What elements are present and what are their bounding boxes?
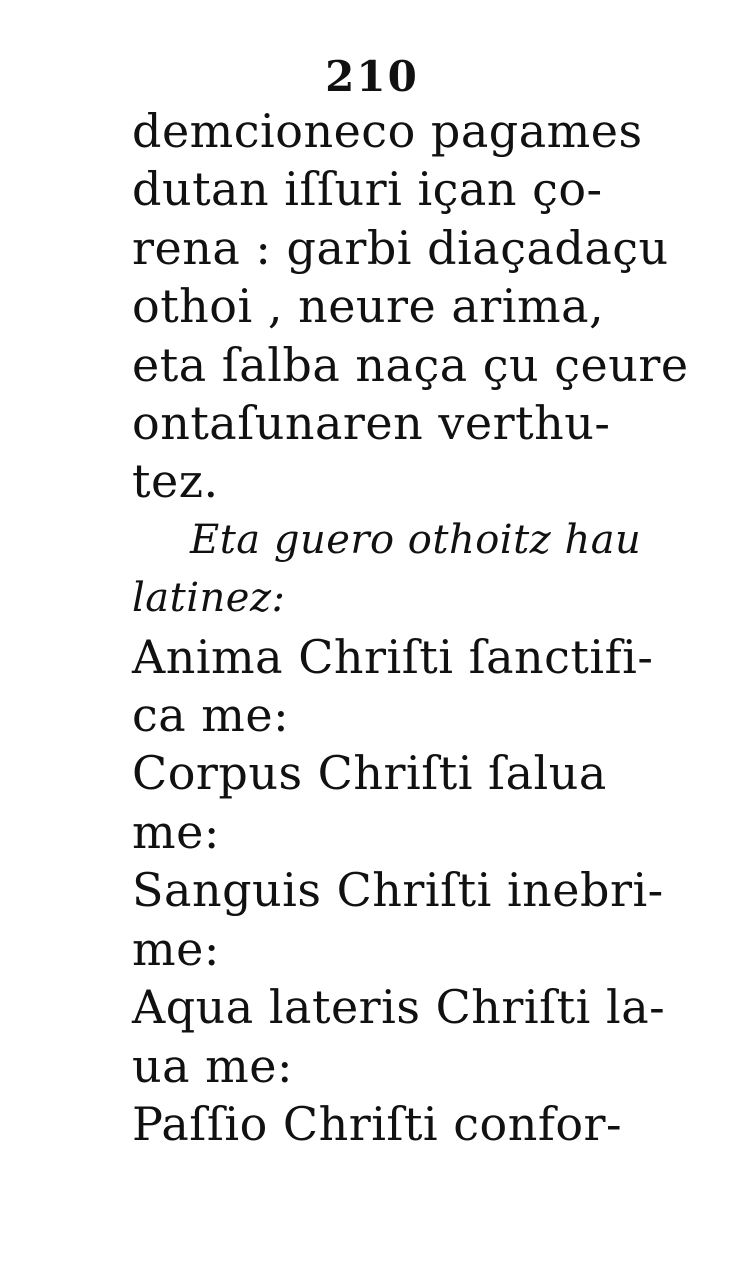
latin-line: ua me: [132,1038,294,1093]
latin-line: me: [132,921,220,976]
rubric-line: Eta guero othoitz hau [190,516,642,563]
latin-line: Aqua lateris Chriſti la- [132,980,666,1035]
text-line: othoi , neure arima, [132,279,605,334]
rubric-line: latinez: [132,575,286,622]
latin-line: Corpus Chriſti ſalua [132,746,607,801]
latin-line: me: [132,804,220,859]
latin-line: ca me: [132,688,290,743]
text-line: ontaſunaren verthu- [132,396,611,451]
body-text [132,102,689,1153]
page-number: 210 [325,52,419,101]
text-line: eta ſalba naça çu çeure [132,337,689,392]
text-line: tez. [132,454,219,509]
latin-line: Paſſio Chriſti confor- [132,1096,623,1151]
text-line: demcioneco pagames [132,104,643,158]
text-line: rena : garbi diaçadaçu [132,220,669,275]
latin-line: Sanguis Chriſti inebri- [132,863,664,918]
text-line: dutan iſſuri içan ço- [132,162,603,217]
latin-line: Anima Chriſti ſanctifi- [132,629,654,684]
